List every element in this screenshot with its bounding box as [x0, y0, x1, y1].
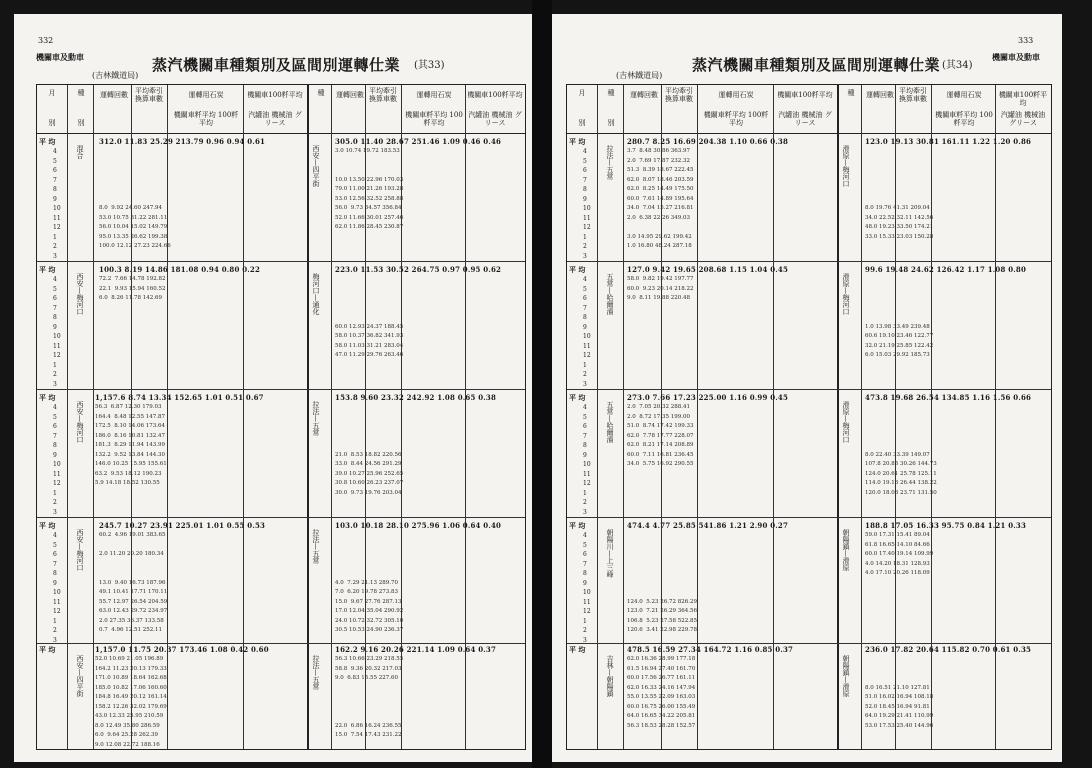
average-values: 273.0 7.66 17.23 225.00 1.16 0.99 0.45 — [627, 393, 789, 402]
average-values-right: 153.8 9.60 23.32 242.92 1.08 0.65 0.38 — [335, 393, 497, 402]
table-header — [37, 85, 525, 134]
section-divider — [37, 389, 525, 390]
oil-header-2: 機關車100粁平均 — [467, 91, 523, 99]
average-values-right: 103.0 10.18 28.10 275.96 1.06 0.64 0.40 — [335, 521, 502, 530]
average-values: 478.5 16.59 27.34 164.72 1.16 0.85 0.37 — [627, 645, 794, 654]
coal-subheader-2: 機關車粁平均 100粁平均 — [935, 111, 993, 127]
monthly-values-right: 3.0 10.74 19.72 183.53 10.0 13.50 22.96 170.03 79.0 11.00 21.26 193.28 53.0 12.56 32.52 258.88 56.0 9.73 34.57 356.84 52.0 11.66 30.01 257.46 62.0 11.86 28.45 230.87 — [335, 148, 404, 230]
monthly-values-right: 56.3 10.66 23.29 218.55 58.8 9.36 20.32 217.03 9.0 6.83 15.55 227.60 22.0 6.86 16.24 236.55 15.0 7.54 17.43 231.22 — [335, 656, 404, 738]
monthly-values-right: 8.0 22.40 33.39 149.07 107.8 20.85 30.26 144.73 124.0 20.61 25.78 125.11 114.0 19.13 26.44 138.22 120.0 18.03 23.71 131.50 — [865, 451, 937, 496]
average-values: 127.0 9.42 19.65 208.68 1.15 1.04 0.45 — [627, 265, 789, 274]
average-values-right: 99.6 19.48 24.62 126.42 1.17 1.08 0.80 — [865, 265, 1027, 274]
section-divider — [567, 517, 1051, 518]
data-table — [36, 84, 526, 750]
coal-header-2: 運轉用石炭 — [946, 91, 982, 99]
runs-header-2: 運轉回數 — [336, 91, 364, 99]
route-label: 西安—梅河口 — [76, 273, 84, 315]
section-block — [37, 263, 525, 386]
month-list: 4 5 6 7 8 9 10 11 12 1 2 3 — [53, 532, 61, 644]
section-block — [567, 263, 1051, 386]
average-label: 平 均 — [569, 137, 586, 146]
type-header-bottom: 別 — [607, 119, 615, 127]
average-label: 平 均 — [39, 265, 56, 274]
oil-header: 機關車100粁平均 — [247, 91, 303, 99]
bureau-subtitle: (吉林鐵道局) — [616, 71, 663, 80]
type-header: 種 — [607, 89, 615, 97]
average-values: 280.7 8.25 16.69 204.38 1.10 0.66 0.38 — [627, 137, 789, 146]
monthly-values: 52.0 10.69 21.05 196.89 164.2 11.23 20.13 179.33 171.0 10.89 18.64 162.68 185.0 10.82 17.06 160.60 184.8 16.49 20.12 161.14 158.2 12.26 32.02 179.69 43.0 12.33 25.95 210.59 8.0 12.49 35.80 286.59 6.0 9.64 25.28 262.39 9.0 12.08 22.72 188.16 — [95, 656, 167, 748]
data-table — [566, 84, 1052, 750]
monthly-values: 58.0 9.82 19.42 197.77 60.0 9.23 20.14 218.22 9.0 8.11 19.88 220.48 — [627, 276, 694, 301]
runs-header-2: 運轉回數 — [866, 91, 894, 99]
month-list: 4 5 6 7 8 9 10 11 12 1 2 3 — [583, 148, 591, 260]
route-label: 吉林—朝陽鎮 — [606, 655, 614, 697]
average-values-right: 123.0 19.13 30.81 161.11 1.22 1.20 0.86 — [865, 137, 1032, 146]
table-number: (其33) — [414, 60, 445, 71]
avg-cars-header-2: 平均牽引換算車數 — [899, 87, 927, 103]
monthly-values-right: 8.0 16.51 21.10 127.81 51.0 16.02 16.94 108.18 52.0 18.45 16.94 91.81 64.0 19.29 21.41 110.99 53.0 17.53 25.40 144.96 — [865, 684, 934, 729]
month-header: 月 — [48, 89, 56, 97]
monthly-values-right: 1.0 13.98 33.49 239.48 60.6 19.10 23.46 122.77 32.0 21.19 25.85 122.42 6.0 15.03 29.92 185.73 — [865, 323, 934, 358]
average-values-right: 236.0 17.82 20.64 115.82 0.70 0.61 0.35 — [865, 645, 1032, 654]
average-values: 312.0 11.83 25.29 213.79 0.96 0.94 0.61 — [99, 137, 266, 146]
monthly-values: 124.0 5.23 26.72 826.29 123.0 7.21 26.29 364.56 106.8 5.23 27.58 522.85 120.6 3.41 22.98 229.78 — [627, 598, 697, 633]
oil-subheader-2: 汽罐油 機械油 グリース — [1000, 111, 1046, 127]
route-label-right: 滑原—梅河口 — [842, 401, 850, 443]
route-label: 五常—哈爾濱 — [606, 273, 614, 315]
monthly-values-right: 21.0 8.53 18.82 220.56 33.0 8.44 24.56 291.29 39.0 10.27 25.96 252.65 30.8 10.60 26.23 237.07 30.0 9.73 19.76 203.04 — [335, 451, 404, 496]
average-label: 平 均 — [569, 393, 586, 402]
monthly-values-right: 60.0 12.93 24.37 188.45 58.0 10.37 36.82 341.93 58.0 11.03 31.21 283.04 47.0 11.29 29.76 263.46 — [335, 323, 404, 358]
page-title: 蒸汽機關車種類別及區間別運轉仕業 — [692, 56, 941, 74]
section-block — [567, 391, 1051, 514]
right-page — [552, 14, 1062, 762]
route-label-right: 朝陽鎮—滑原 — [842, 655, 850, 697]
monthly-values: 62.0 16.36 28.99 177.18 61.5 16.94 27.40 161.70 60.0 17.56 26.77 161.11 62.0 16.33 24.16 147.94 55.0 13.55 22.09 163.03 60.0 16.75 26.00 155.49 64.0 16.65 34.22 205.81 56.3 18.53 28.28 152.57 — [627, 656, 696, 729]
section-block — [37, 519, 525, 642]
average-values: 474.4 4.77 25.85 541.86 1.21 2.90 0.27 — [627, 521, 789, 530]
section-block — [37, 135, 525, 258]
monthly-values-right: 59.0 17.31 15.41 89.04 61.8 16.65 14.10 84.66 60.0 17.40 19.14 109.99 4.0 14.20 18.31 128.93 4.0 17.10 20.26 118.09 — [865, 532, 934, 576]
month-list: 4 5 6 7 8 9 10 11 12 1 2 3 — [53, 404, 61, 516]
avg-cars-header: 平均牽引換算車數 — [665, 87, 693, 103]
average-label: 平 均 — [39, 393, 56, 402]
route-label: 朝陽川—上三峰 — [606, 529, 614, 578]
avg-cars-header-2: 平均牽引換算車數 — [369, 87, 397, 103]
coal-header-2: 運轉用石炭 — [416, 91, 452, 99]
section-block — [37, 391, 525, 514]
type-header: 種 — [77, 89, 85, 97]
section-divider — [37, 517, 525, 518]
section-block — [567, 625, 1051, 748]
average-values-right: 305.0 11.40 28.67 251.46 1.09 0.46 0.46 — [335, 137, 502, 146]
page-title: 蒸汽機關車種類別及區間別運轉仕業 — [152, 56, 401, 74]
left-page — [14, 14, 532, 762]
route-label: 西安—四平街 — [76, 655, 84, 697]
month-list: 4 5 6 7 8 9 10 11 12 1 2 3 — [53, 148, 61, 260]
monthly-values-right: 8.0 19.76 41.31 209.04 34.0 22.52 32.11 142.56 48.0 19.23 33.50 174.21 33.0 15.33 23.03 150.28 — [865, 205, 934, 240]
average-values-right: 162.2 9.16 20.26 221.14 1.09 0.64 0.37 — [335, 645, 497, 654]
monthly-values: 60.2 4.96 19.01 383.65 2.0 11.20 20.20 180.34 13.0 9.40 16.73 187.96 49.1 10.41 17.71 170.11 55.7 12.97 26.54 204.59 63.0 12.43 29.72 234.97 2.0 27.35 36.37 133.58 0.7 4.96 12.51 252.11 — [99, 532, 168, 633]
section-block — [567, 135, 1051, 258]
month-list: 4 5 6 7 8 9 10 11 12 1 2 3 — [583, 532, 591, 644]
section-divider — [567, 389, 1051, 390]
oil-header: 機關車100粁平均 — [777, 91, 833, 99]
average-label: 平 均 — [569, 645, 586, 654]
month-list: 4 5 6 7 8 9 10 11 12 1 2 3 — [583, 276, 591, 388]
month-list: 4 5 6 7 8 9 10 11 12 1 2 3 — [53, 276, 61, 388]
route-label: 西安—梅河口 — [76, 529, 84, 571]
runs-header: 運轉回數 — [630, 91, 658, 99]
route-label-right: 拉法—五常 — [312, 529, 320, 564]
section-divider — [567, 261, 1051, 262]
average-values-right: 473.8 19.68 26.54 134.85 1.16 1.56 0.66 — [865, 393, 1032, 402]
month-header-bottom: 別 — [578, 119, 586, 127]
route-label: 五常—哈爾濱 — [606, 401, 614, 443]
route-label-right: 拉法—五常 — [312, 401, 320, 436]
month-header-bottom: 別 — [48, 119, 56, 127]
monthly-values: 8.0 9.92 24.60 247.94 53.0 10.75 31.22 281.11 56.0 10.04 15.02 149.79 95.0 13.35 26.62 199.38 100.0 12.12 27.23 224.66 — [99, 205, 171, 249]
route-label: 西安—四平街 — [312, 145, 320, 187]
type-header-2: 種 — [317, 89, 325, 97]
avg-cars-header: 平均牽引換算車數 — [135, 87, 163, 103]
train-type: 混合 — [76, 145, 84, 159]
type-header-2: 種 — [847, 89, 855, 97]
route-label-right: 滑原—梅河口 — [842, 145, 850, 187]
table-number: (其34) — [942, 60, 973, 71]
average-label: 平 均 — [39, 137, 56, 146]
monthly-values: 72.2 7.66 14.78 192.82 22.1 9.93 15.94 160.52 6.0 8.26 11.78 142.69 — [99, 276, 166, 301]
running-head: 機關車及動車 — [992, 52, 1040, 62]
table-header — [567, 85, 1051, 134]
average-label: 平 均 — [39, 521, 56, 530]
type-header-bottom: 別 — [77, 119, 85, 127]
page-number: 332 — [38, 36, 54, 45]
book-gutter — [532, 0, 552, 768]
average-values: 245.7 10.27 23.91 225.01 1.01 0.55 0.53 — [99, 521, 266, 530]
average-label: 平 均 — [569, 265, 586, 274]
route-label-right: 拉法—五常 — [312, 655, 320, 690]
oil-subheader-2: 汽罐油 機械油 グリース — [468, 111, 522, 127]
page-number: 333 — [1018, 36, 1034, 45]
route-label-right: 滑原—梅河口 — [842, 273, 850, 315]
average-values-right: 188.8 17.05 16.33 95.75 0.84 1.21 0.33 — [865, 521, 1027, 530]
route-label-right: 梅河口—通化 — [312, 273, 320, 315]
running-head: 機關車及動車 — [36, 52, 84, 62]
coal-header: 運轉用石炭 — [718, 91, 754, 99]
coal-subheader: 機關車粁平均 100粁平均 — [173, 111, 239, 127]
average-values: 1,157.0 11.75 20.37 173.46 1.08 0.42 0.60 — [95, 645, 269, 654]
average-label: 平 均 — [39, 645, 56, 654]
route-label: 西安—梅河口 — [76, 401, 84, 443]
oil-header-2: 機關車100粁平均 — [998, 91, 1048, 107]
section-divider — [37, 261, 525, 262]
monthly-values: 3.7 8.48 30.86 363.97 2.0 7.69 17.87 232.32 51.3 8.39 18.67 222.45 62.0 8.07 18.46 203.59 62.0 8.25 14.49 175.50 60.0 7.61 14.89 195.64 34.0 7.04 15.27 216.81 2.0 6.38 22.26 349.03 3.0 14.95 29.62 199.42 1.0 16.80 48.24 287.18 — [627, 148, 694, 249]
average-values: 100.3 8.19 14.86 181.08 0.94 0.80 0.22 — [99, 265, 261, 274]
section-block — [37, 625, 525, 748]
coal-subheader-2: 機關車粁平均 100粁平均 — [405, 111, 463, 127]
average-label: 平 均 — [569, 521, 586, 530]
monthly-values: 2.0 7.05 20.32 288.41 2.0 8.72 17.35 199.00 51.0 8.74 17.42 199.33 62.0 7.78 17.77 228.07 62.0 8.21 17.14 208.89 60.0 7.11 16.81 236.45 34.0 5.75 16.92 290.55 — [627, 404, 694, 467]
coal-subheader: 機關車粁平均 100粁平均 — [703, 111, 769, 127]
runs-header: 運轉回數 — [100, 91, 128, 99]
route-label-right: 朝陽鎮—滑原 — [842, 529, 850, 571]
bureau-subtitle: (吉林鐵道局) — [92, 71, 139, 80]
coal-header: 運轉用石炭 — [188, 91, 224, 99]
average-values-right: 223.0 11.53 30.52 264.75 0.97 0.95 0.62 — [335, 265, 502, 274]
month-header: 月 — [578, 89, 586, 97]
route-label: 拉法—五常 — [606, 145, 614, 180]
oil-subheader: 汽罐油 機械油 グリース — [248, 111, 302, 127]
average-values: 1,157.6 8.74 13.34 152.65 1.01 0.51 0.67 — [95, 393, 264, 402]
section-block — [567, 519, 1051, 642]
oil-subheader: 汽罐油 機械油 グリース — [778, 111, 832, 127]
monthly-values-right: 4.0 7.29 21.13 289.70 7.0 6.20 19.78 273.83 15.0 9.67 27.76 287.13 17.0 12.04 35.04 290.92 24.0 10.72 32.72 305.10 30.5 10.53 24.90 236.37 — [335, 579, 404, 633]
monthly-values: 56.3 6.87 12.30 179.03 164.4 8.48 12.55 147.87 172.5 8.10 14.06 173.64 186.0 8.16 10.81 132.47 181.3 8.29 11.94 143.99 132.2 9.52 13.84 144.30 146.0 10.25 15.95 155.61 63.2 9.53 18.12 190.23 5.9 14.18 18.52 130.55 — [95, 404, 167, 486]
month-list: 4 5 6 7 8 9 10 11 12 1 2 3 — [583, 404, 591, 516]
